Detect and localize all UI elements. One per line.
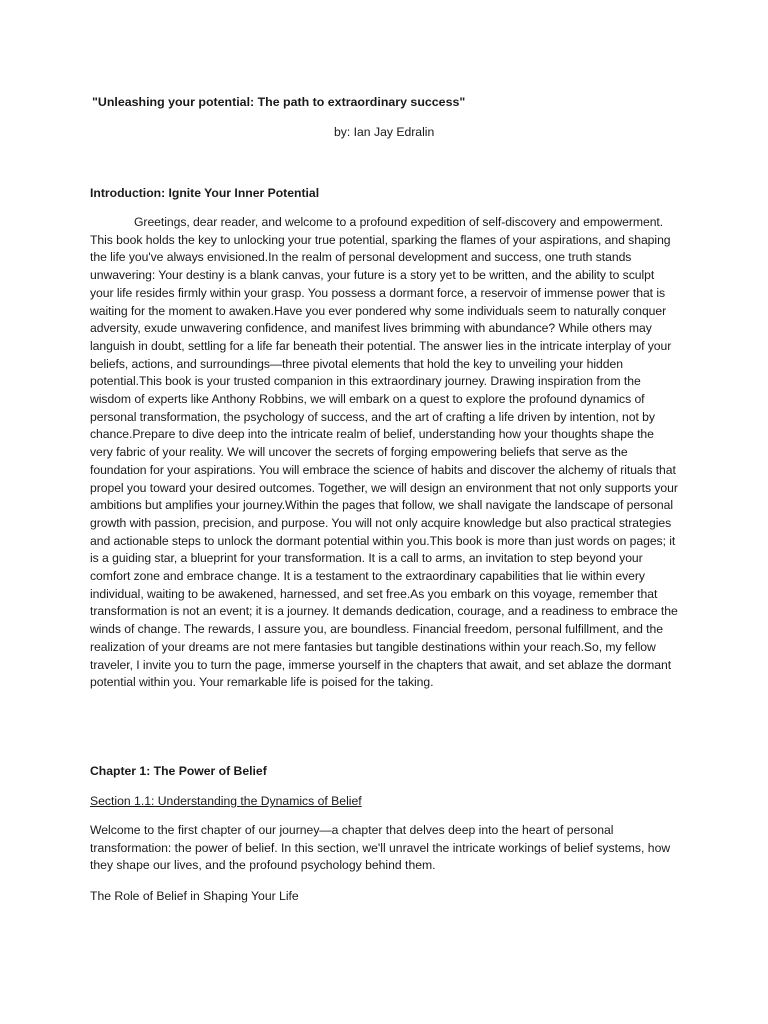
section-heading: Section 1.1: Understanding the Dynamics of Belief bbox=[90, 794, 362, 808]
subsection-heading: The Role of Belief in Shaping Your Life bbox=[90, 889, 299, 903]
chapter-heading: Chapter 1: The Power of Belief bbox=[90, 764, 267, 778]
author-byline: by: Ian Jay Edralin bbox=[334, 125, 435, 139]
document-title: "Unleashing your potential: The path to extraordinary success" bbox=[92, 95, 466, 109]
introduction-paragraph: Greetings, dear reader, and welcome to a profound expedition of self-discovery and empowerment. This book holds the key to unlocking your true potential, sparking the flames of your aspirations, and shaping the life you've always envisioned.In the realm of personal development and success, one truth stands unwavering: Your destiny is a blank canvas, your future is a story yet to be written, and the ability to sculpt your life resides firmly within your grasp. You possess a dormant force, a reservoir of immense power that is waiting for the moment to awaken.Have you ever pondered why some individuals seem to naturally conquer adversity, exude unwavering confidence, and manifest lives brimming with abundance? While others may languish in doubt, settling for a life far beneath their potential. The answer lies in the intricate interplay of your beliefs, actions, and surroundings—three pivotal elements that hold the key to unveiling your hidden potential.This book is your trusted companion in this extraordinary journey. Drawing inspiration from the wisdom of experts like Anthony Robbins, we will embark on a quest to explore the profound dynamics of personal transformation, the psychology of success, and the art of crafting a life driven by intention, not by chance.Prepare to dive deep into the intricate realm of belief, understanding how your thoughts shape the very fabric of your reality. We will uncover the secrets of forging empowering beliefs that serve as the foundation for your aspirations. You will embrace the science of habits and discover the alchemy of rituals that propel you toward your desired outcomes. Together, we will design an environment that not only supports your ambitions but amplifies your journey.Within the pages that follow, we shall navigate the landscape of personal growth with passion, precision, and purpose. You will not only acquire knowledge but also practical strategies and actionable steps to unlock the dormant potential within you.This book is more than just words on pages; it is a guiding star, a blueprint for your transformation. It is a call to arms, an invitation to step beyond your comfort zone and embrace change. It is a testament to the extraordinary capabilities that lie within every individual, waiting to be awakened, harnessed, and set free.As you embark on this voyage, remember that transformation is not an event; it is a journey. It demands dedication, courage, and a readiness to embrace the winds of change. The rewards, I assure you, are boundless. Financial freedom, personal fulfillment, and the realization of your dreams are not mere fantasies but tangible destinations within your reach.So, my fellow traveler, I invite you to turn the page, immerse yourself in the chapters that await, and set ablaze the dormant potential within you. Your remarkable life is poised for the taking. bbox=[90, 215, 678, 690]
introduction-heading: Introduction: Ignite Your Inner Potential bbox=[90, 186, 320, 200]
section-paragraph: Welcome to the first chapter of our journey—a chapter that delves deep into the heart of personal transformation: the power of belief. In this section, we'll unravel the intricate workings of belief systems, how they shape our lives, and the profound psychology behind them. bbox=[90, 823, 671, 873]
